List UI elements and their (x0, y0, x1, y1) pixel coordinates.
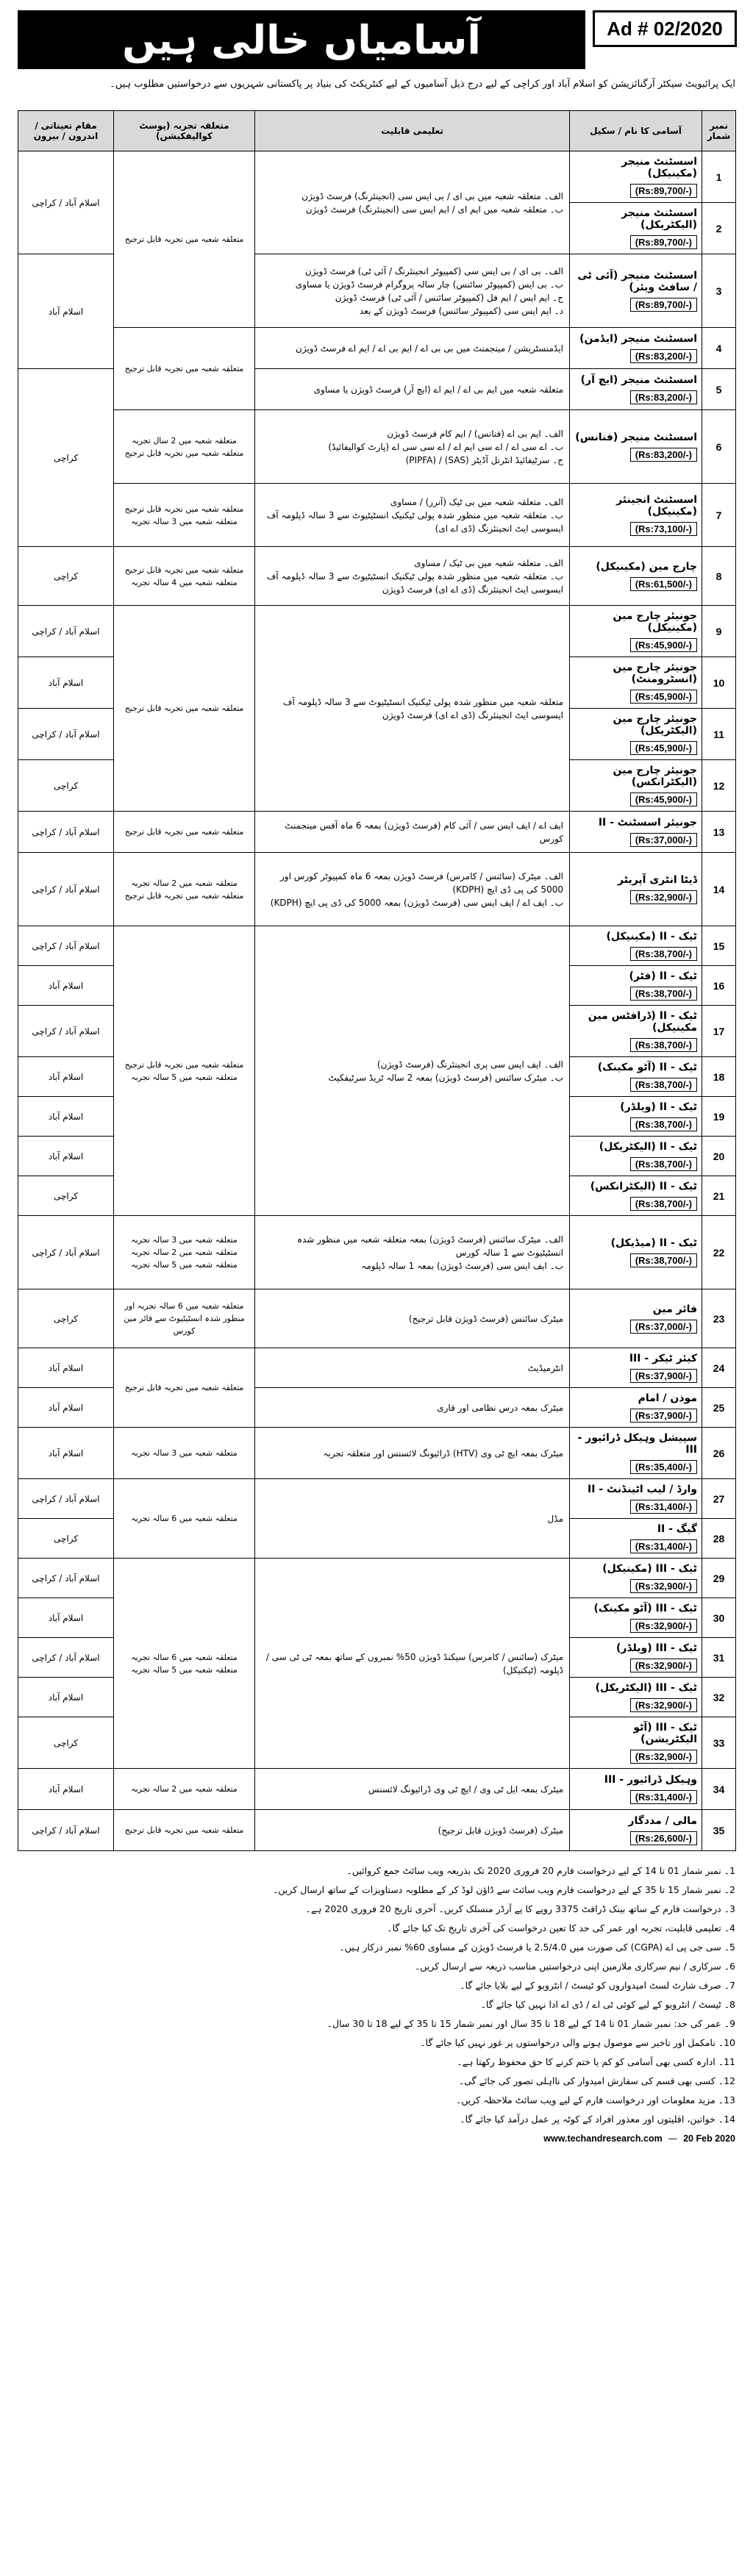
post-name: فائر مین (652, 1303, 697, 1315)
post-name: ٹیک - III (مکینیکل) (602, 1563, 697, 1575)
location-cell: اسلام آباد / کراچی (18, 853, 114, 926)
row-number: 30 (702, 1598, 736, 1638)
experience-cell: متعلقہ شعبہ میں 3 سالہ تجربہ متعلقہ شعبہ میں 2 سالہ تجربہ متعلقہ شعبہ میں 5 سالہ تجربہ (114, 1216, 255, 1289)
row-number: 14 (702, 853, 736, 926)
location-cell: اسلام آباد / کراچی (18, 606, 114, 657)
pay-scale: (Rs:35,400/-) (630, 1460, 697, 1474)
pay-scale: (Rs:32,900/-) (630, 890, 697, 904)
pay-scale: (Rs:83,200/-) (630, 448, 697, 462)
footer-notes (18, 1861, 735, 2148)
post-cell (570, 1137, 702, 1176)
row-number: 33 (702, 1717, 736, 1769)
table-row (18, 328, 736, 369)
post-name: ڈیٹا انٹری آپریٹر (618, 874, 697, 886)
location-cell: اسلام آباد (18, 657, 114, 709)
table-row (18, 484, 736, 547)
table-row (18, 410, 736, 484)
post-cell (570, 1678, 702, 1717)
qualification-cell: میٹرک بمعہ ایچ ٹی وی (HTV) ڈرائیونگ لائسنس اور متعلقہ تجربہ (255, 1428, 570, 1479)
table-row (18, 1810, 736, 1851)
location-cell: اسلام آباد (18, 1137, 114, 1176)
row-number: 9 (702, 606, 736, 657)
qualification-cell: متعلقہ شعبہ میں منظور شدہ پولی ٹیکنیک انسٹیٹیوٹ سے 3 سالہ ڈپلومہ آف ایسوسی ایٹ انجینئرنگ (ڈی اے ای) فرسٹ ڈویژن (255, 606, 570, 812)
pay-scale: (Rs:37,900/-) (630, 1369, 697, 1383)
qualification-cell: انٹرمیڈیٹ (255, 1348, 570, 1388)
table-row (18, 812, 736, 853)
table-row (18, 606, 736, 657)
pay-scale: (Rs:45,900/-) (630, 741, 697, 755)
table-row (18, 151, 736, 203)
table-row (18, 547, 736, 606)
post-cell (570, 1057, 702, 1097)
pay-scale: (Rs:38,700/-) (630, 1197, 697, 1211)
row-number: 12 (702, 760, 736, 812)
pay-scale: (Rs:32,900/-) (630, 1619, 697, 1633)
location-cell: کراچی (18, 1717, 114, 1769)
post-cell (570, 812, 702, 853)
post-cell (570, 1428, 702, 1479)
qualification-cell: ایڈمنسٹریشن / مینجمنٹ میں بی بی اے / ایم بی اے / ایم اے فرسٹ ڈویژن (255, 328, 570, 369)
post-name: سپیشل وہیکل ڈرائیور - III (577, 1432, 697, 1456)
row-number: 19 (702, 1097, 736, 1137)
pay-scale: (Rs:45,900/-) (630, 690, 697, 704)
post-cell (570, 606, 702, 657)
row-number: 2 (702, 203, 736, 254)
row-number: 10 (702, 657, 736, 709)
qualification-cell: مڈل (255, 1479, 570, 1559)
row-number: 29 (702, 1559, 736, 1598)
location-cell: اسلام آباد / کراچی (18, 1559, 114, 1598)
qualification-cell: الف۔ بی ای / بی ایس سی (کمپیوٹر انجینئرنگ / آئی ٹی) فرسٹ ڈویژن ب۔ بی ایس (کمپیوٹر سائنس) چار سالہ پروگرام فرسٹ ڈویژن یا مساوی ج۔ ایم ایس / ایم فل (کمپیوٹر سائنس / آئی ٹی) فرسٹ ڈویژن د۔ ایم ایس سی (کمپیوٹر سائنس) فرسٹ ڈویژن کے بعد (255, 254, 570, 328)
experience-cell: متعلقہ شعبہ میں تجربہ قابل ترجیح (114, 1810, 255, 1851)
row-number: 11 (702, 709, 736, 760)
row-number: 35 (702, 1810, 736, 1851)
post-cell (570, 760, 702, 812)
post-name: مالی / مددگار (628, 1815, 697, 1827)
pay-scale: (Rs:31,400/-) (630, 1500, 697, 1514)
qualification-cell: میٹرک (سائنس / کامرس) سیکنڈ ڈویژن 50% نمبروں کے ساتھ بمعہ ٹی ٹی سی / ڈپلومہ (ٹیکنیکل) (255, 1559, 570, 1769)
post-cell (570, 484, 702, 547)
post-cell (570, 1519, 702, 1559)
post-name: اسسٹنٹ منیجر (ایڈمن) (579, 333, 697, 345)
last-date: 20 Feb 2020 (683, 2133, 735, 2144)
pay-scale: (Rs:38,700/-) (630, 1157, 697, 1171)
experience-cell: متعلقہ شعبہ میں تجربہ قابل ترجیح (114, 606, 255, 812)
location-cell: اسلام آباد (18, 1598, 114, 1638)
pay-scale: (Rs:38,700/-) (630, 947, 697, 961)
location-cell: اسلام آباد (18, 1678, 114, 1717)
row-number: 6 (702, 410, 736, 484)
qualification-cell: میٹرک بمعہ ایل ٹی وی / ایچ ٹی وی ڈرائیونگ لائسنس (255, 1769, 570, 1810)
experience-cell: متعلقہ شعبہ میں تجربہ قابل ترجیح (114, 812, 255, 853)
experience-cell: متعلقہ شعبہ میں تجربہ قابل ترجیح متعلقہ شعبہ میں 3 سالہ تجربہ (114, 484, 255, 547)
post-cell (570, 1479, 702, 1519)
row-number: 23 (702, 1289, 736, 1348)
table-row (18, 1559, 736, 1598)
experience-cell: متعلقہ شعبہ میں 3 سالہ تجربہ (114, 1428, 255, 1479)
intro-text: ایک پرائیویٹ سیکٹر آرگنائزیشن کو اسلام آباد اور کراچی کے لیے درج ذیل آسامیوں کے لیے کنٹریکٹ کی بنیاد پر پاکستانی شہریوں سے درخواستیں مطلوب ہیں۔ (110, 79, 735, 90)
table-row (18, 1428, 736, 1479)
pay-scale: (Rs:45,900/-) (630, 793, 697, 806)
footer-note: 3۔ درخواست فارم کے ساتھ بینک ڈرافٹ 3375 روپے کا پے آرڈر منسلک کریں۔ آخری تاریخ 20 فروری 2020 ہے۔ (305, 1903, 735, 1914)
location-cell: اسلام آباد (18, 1057, 114, 1097)
post-name: اسسٹنٹ منیجر (ایچ آر) (580, 374, 697, 386)
post-name: موذن / امام (638, 1392, 697, 1404)
pay-scale: (Rs:26,600/-) (630, 1831, 697, 1845)
post-cell (570, 1638, 702, 1678)
table-row (18, 853, 736, 926)
qualification-cell: الف۔ میٹرک سائنس (فرسٹ ڈویژن) بمعہ متعلقہ شعبہ میں منظور شدہ انسٹیٹیوٹ سے 1 سالہ کورس ب۔ ایف ایس سی (فرسٹ ڈویژن) بمعہ 1 سالہ ڈپلومہ (255, 1216, 570, 1289)
post-name: اسسٹنٹ انجینئر (مکینیکل) (616, 494, 697, 518)
post-name: ٹیک - III (ویلڈر) (615, 1642, 697, 1654)
post-cell (570, 709, 702, 760)
pay-scale: (Rs:89,700/-) (630, 235, 697, 249)
footer-note: 7۔ صرف شارٹ لسٹ امیدواروں کو ٹیسٹ / انٹرویو کے لیے بلایا جائے گا۔ (460, 1980, 735, 1991)
col-header-experience: متعلقہ تجربہ (پوسٹ کوالیفکیشن) (114, 111, 255, 151)
row-number: 34 (702, 1769, 736, 1810)
col-header-post: آسامی کا نام / سکیل (570, 111, 702, 151)
row-number: 17 (702, 1006, 736, 1057)
post-name: اسسٹنٹ منیجر (مکینیکل) (621, 156, 697, 179)
experience-cell: متعلقہ شعبہ میں تجربہ قابل ترجیح متعلقہ شعبہ میں 4 سالہ تجربہ (114, 547, 255, 606)
table-header-row (18, 111, 736, 151)
vacancy-table (18, 110, 736, 1851)
experience-cell: متعلقہ شعبہ میں تجربہ قابل ترجیح (114, 151, 255, 328)
qualification-cell: میٹرک بمعہ درس نظامی اور قاری (255, 1388, 570, 1428)
post-cell (570, 1559, 702, 1598)
qualification-cell: متعلقہ شعبہ میں ایم بی اے / ایم اے (ایچ آر) فرسٹ ڈویژن یا مساوی (255, 369, 570, 410)
table-row (18, 1348, 736, 1388)
pay-scale: (Rs:37,000/-) (630, 833, 697, 847)
page-title: آسامیاں خالی ہیں (18, 10, 585, 69)
location-cell: اسلام آباد (18, 1388, 114, 1428)
row-number: 3 (702, 254, 736, 328)
pay-scale: (Rs:38,700/-) (630, 1117, 697, 1131)
post-cell (570, 926, 702, 966)
footer-note: 2۔ نمبر شمار 15 تا 35 کے لیے درخواست فارم ویب سائٹ سے ڈاؤن لوڈ کر کے مطلوبہ دستاویزات کے ساتھ ارسال کریں۔ (273, 1884, 735, 1895)
location-cell: کراچی (18, 369, 114, 547)
post-cell (570, 1388, 702, 1428)
post-name: اسسٹنٹ منیجر (آئی ٹی / سافٹ ویئر) (577, 270, 697, 293)
table-row (18, 1479, 736, 1519)
location-cell: اسلام آباد (18, 966, 114, 1006)
location-cell: اسلام آباد (18, 1428, 114, 1479)
ad-number: Ad # 02/2020 (593, 10, 737, 47)
post-cell (570, 203, 702, 254)
table-row (18, 1216, 736, 1289)
post-name: ٹیک - II (میڈیکل) (610, 1237, 697, 1249)
pay-scale: (Rs:38,700/-) (630, 987, 697, 1001)
row-number: 18 (702, 1057, 736, 1097)
row-number: 7 (702, 484, 736, 547)
post-name: اسسٹنٹ منیجر (فنانس) (575, 432, 697, 443)
location-cell: اسلام آباد (18, 1348, 114, 1388)
post-name: ٹیک - III (آٹو الیکٹریشن) (633, 1722, 697, 1745)
row-number: 24 (702, 1348, 736, 1388)
post-cell (570, 369, 702, 410)
post-name: ٹیک - II (الیکٹریکل) (599, 1141, 697, 1153)
pay-scale: (Rs:38,700/-) (630, 1078, 697, 1092)
footer-links: www.techandresearch.com — 20 Feb 2020 (543, 2133, 735, 2144)
post-name: گیگ - II (657, 1523, 697, 1535)
post-cell (570, 1598, 702, 1638)
location-cell: اسلام آباد (18, 1769, 114, 1810)
advertisement-page (9, 6, 744, 2564)
experience-cell: متعلقہ شعبہ میں 2 سال تجربہ متعلقہ شعبہ میں تجربہ قابل ترجیح (114, 410, 255, 484)
qualification-cell: الف۔ ایم بی اے (فنانس) / ایم کام فرسٹ ڈویژن ب۔ اے سی اے / اے سی ایم اے / اے سی سی اے (پارٹ کوالیفائیڈ) ج۔ سرٹیفائیڈ انٹرنل آڈیٹر (SAS) / (PIPFA) (255, 410, 570, 484)
location-cell: کراچی (18, 1176, 114, 1216)
experience-cell: متعلقہ شعبہ میں 6 سالہ تجربہ (114, 1479, 255, 1559)
post-cell (570, 547, 702, 606)
footer-note: 12۔ کسی بھی قسم کی سفارش امیدوار کی نااہلی تصور کی جائے گی۔ (458, 2075, 735, 2086)
post-cell (570, 1810, 702, 1851)
post-name: جونیئر چارج مین (الیکٹرانکس) (613, 765, 697, 788)
table-row (18, 926, 736, 966)
post-cell (570, 254, 702, 328)
footer-note: 4۔ تعلیمی قابلیت، تجربہ اور عمر کی حد کا تعین درخواست کی آخری تاریخ تک کیا جائے گا۔ (387, 1922, 735, 1933)
location-cell: کراچی (18, 1519, 114, 1559)
row-number: 20 (702, 1137, 736, 1176)
website-link[interactable]: www.techandresearch.com (543, 2133, 663, 2144)
post-name: جونیئر چارج مین (الیکٹریکل) (613, 713, 697, 737)
experience-cell: متعلقہ شعبہ میں 2 سالہ تجربہ (114, 1769, 255, 1810)
post-name: ٹیک - III (آٹو مکینک) (593, 1603, 697, 1614)
footer-note: 8۔ ٹیسٹ / انٹرویو کے لیے کوئی ٹی اے / ڈی اے ادا نہیں کیا جائے گا۔ (480, 1999, 735, 2010)
post-name: ٹیک - II (فٹر) (629, 970, 697, 982)
row-number: 8 (702, 547, 736, 606)
post-cell (570, 966, 702, 1006)
post-cell (570, 1348, 702, 1388)
experience-cell: متعلقہ شعبہ میں تجربہ قابل ترجیح متعلقہ شعبہ میں 5 سالہ تجربہ (114, 926, 255, 1216)
pay-scale: (Rs:32,900/-) (630, 1579, 697, 1593)
experience-cell: متعلقہ شعبہ میں 6 سالہ تجربہ اور منظور شدہ انسٹیٹیوٹ سے فائر مین کورس (114, 1289, 255, 1348)
pay-scale: (Rs:73,100/-) (630, 522, 697, 536)
ad-header (9, 6, 744, 71)
location-cell: اسلام آباد / کراچی (18, 926, 114, 966)
post-cell (570, 853, 702, 926)
post-name: وارڈ / لیب اٹینڈنٹ - II (588, 1484, 697, 1495)
experience-cell: متعلقہ شعبہ میں 2 سالہ تجربہ متعلقہ شعبہ میں تجربہ قابل ترجیح (114, 853, 255, 926)
pay-scale: (Rs:31,400/-) (630, 1539, 697, 1553)
experience-cell: متعلقہ شعبہ میں تجربہ قابل ترجیح (114, 328, 255, 410)
post-name: جونیئر چارج مین (مکینیکل) (613, 610, 697, 634)
pay-scale: (Rs:89,700/-) (630, 184, 697, 198)
row-number: 25 (702, 1388, 736, 1428)
pay-scale: (Rs:83,200/-) (630, 349, 697, 363)
row-number: 15 (702, 926, 736, 966)
pay-scale: (Rs:89,700/-) (630, 298, 697, 312)
qualification-cell: الف۔ میٹرک (سائنس / کامرس) فرسٹ ڈویژن بمعہ 6 ماہ کمپیوٹر کورس اور 5000 کی پی ڈی ایچ (KDPH) ب۔ ایف اے / ایف ایس سی (فرسٹ ڈویژن) بمعہ 5000 کی ڈی پی ایچ (KDPH) (255, 853, 570, 926)
row-number: 21 (702, 1176, 736, 1216)
location-cell: اسلام آباد (18, 1097, 114, 1137)
qualification-cell: میٹرک (فرسٹ ڈویژن قابل ترجیح) (255, 1810, 570, 1851)
row-number: 4 (702, 328, 736, 369)
post-cell (570, 1216, 702, 1289)
post-cell (570, 1717, 702, 1769)
location-cell: کراچی (18, 547, 114, 606)
post-cell (570, 410, 702, 484)
pay-scale: (Rs:37,900/-) (630, 1409, 697, 1423)
pay-scale: (Rs:37,000/-) (630, 1320, 697, 1334)
post-name: ٹیک - II (ڈرافٹس مین مکینیکل) (588, 1010, 697, 1034)
row-number: 13 (702, 812, 736, 853)
row-number: 26 (702, 1428, 736, 1479)
row-number: 1 (702, 151, 736, 203)
experience-cell: متعلقہ شعبہ میں 6 سالہ تجربہ متعلقہ شعبہ میں 5 سالہ تجربہ (114, 1559, 255, 1769)
pay-scale: (Rs:45,900/-) (630, 638, 697, 652)
row-number: 31 (702, 1638, 736, 1678)
col-header-no: نمبر شمار (702, 111, 736, 151)
post-name: اسسٹنٹ منیجر (الیکٹریکل) (621, 207, 697, 231)
experience-cell: متعلقہ شعبہ میں تجربہ قابل ترجیح (114, 1348, 255, 1428)
pay-scale: (Rs:32,900/-) (630, 1698, 697, 1712)
pay-scale: (Rs:32,900/-) (630, 1750, 697, 1764)
col-header-qualification: تعلیمی قابلیت (255, 111, 570, 151)
table-row (18, 1289, 736, 1348)
pay-scale: (Rs:61,500/-) (630, 577, 697, 591)
table-row (18, 1769, 736, 1810)
post-name: ٹیک - II (مکینیکل) (606, 931, 697, 942)
footer-note: 5۔ سی جی پی اے (CGPA) کی صورت میں 2.5/4.0 یا فرسٹ ڈویژن کے مساوی 60% نمبر درکار ہیں۔ (339, 1942, 735, 1953)
col-header-location: مقام تعیناتی / اندرون / بیرون (18, 111, 114, 151)
post-name: ٹیک - II (الیکٹرانکس) (590, 1181, 697, 1192)
post-name: ٹیک - II (آٹو مکینک) (597, 1062, 697, 1073)
pay-scale: (Rs:38,700/-) (630, 1038, 697, 1052)
location-cell: اسلام آباد / کراچی (18, 1479, 114, 1519)
post-cell (570, 328, 702, 369)
post-cell (570, 1006, 702, 1057)
footer-note: 14۔ خواتین، اقلیتوں اور معذور افراد کے کوٹہ پر عمل درآمد کیا جائے گا۔ (460, 2114, 735, 2125)
location-cell: اسلام آباد / کراچی (18, 1006, 114, 1057)
qualification-cell: الف۔ متعلقہ شعبہ میں بی ٹیک (آنرز) / مساوی ب۔ متعلقہ شعبہ میں منظور شدہ پولی ٹیکنیک انسٹیٹیوٹ سے 3 سالہ ڈپلومہ آف ایسوسی ایٹ انجینئرنگ (ڈی اے ای) (255, 484, 570, 547)
post-cell (570, 657, 702, 709)
footer-note: 11۔ ادارہ کسی بھی آسامی کو کم یا ختم کرنے کا حق محفوظ رکھتا ہے۔ (457, 2056, 735, 2067)
location-cell: اسلام آباد / کراچی (18, 151, 114, 254)
pay-scale: (Rs:31,400/-) (630, 1790, 697, 1804)
row-number: 28 (702, 1519, 736, 1559)
qualification-cell: الف۔ متعلقہ شعبہ میں بی ٹیک / مساوی ب۔ متعلقہ شعبہ میں منظور شدہ پولی ٹیکنیک انسٹیٹیوٹ سے 3 سالہ ڈپلومہ آف ایسوسی ایٹ انجینئرنگ (ڈی اے ای) فرسٹ ڈویژن (255, 547, 570, 606)
pay-scale: (Rs:32,900/-) (630, 1659, 697, 1672)
location-cell: کراچی (18, 1289, 114, 1348)
row-number: 22 (702, 1216, 736, 1289)
footer-note: 10۔ نامکمل اور تاخیر سے موصول ہونے والی درخواستوں پر غور نہیں کیا جائے گا۔ (420, 2037, 735, 2048)
footer-note: 1۔ نمبر شمار 01 تا 14 کے لیے درخواست فارم 20 فروری 2020 تک بذریعہ ویب سائٹ جمع کروائیں۔ (346, 1865, 735, 1876)
pay-scale: (Rs:38,700/-) (630, 1253, 697, 1267)
post-cell (570, 1289, 702, 1348)
qualification-cell: میٹرک سائنس (فرسٹ ڈویژن قابل ترجیح) (255, 1289, 570, 1348)
location-cell: کراچی (18, 760, 114, 812)
footer-note: 6۔ سرکاری / نیم سرکاری ملازمین اپنی درخواستیں مناسب ذریعہ سے ارسال کریں۔ (414, 1961, 735, 1972)
post-cell (570, 1176, 702, 1216)
location-cell: اسلام آباد (18, 254, 114, 369)
post-name: جونیئر چارج مین (انسٹرومنٹ) (613, 662, 697, 685)
post-name: کیئر ٹیکر - III (629, 1353, 697, 1364)
row-number: 27 (702, 1479, 736, 1519)
row-number: 5 (702, 369, 736, 410)
location-cell: اسلام آباد / کراچی (18, 1216, 114, 1289)
qualification-cell: الف۔ ایف ایس سی پری انجینئرنگ (فرسٹ ڈویژن) ب۔ میٹرک سائنس (فرسٹ ڈویژن) بمعہ 2 سالہ ٹریڈ سرٹیفکیٹ (255, 926, 570, 1216)
qualification-cell: الف۔ متعلقہ شعبہ میں بی ای / بی ایس سی (انجینئرنگ) فرسٹ ڈویژن ب۔ متعلقہ شعبہ میں ایم ای / ایم ایس سی (انجینئرنگ) فرسٹ ڈویژن (255, 151, 570, 254)
qualification-cell: ایف اے / ایف ایس سی / آئی کام (فرسٹ ڈویژن) بمعہ 6 ماہ آفس مینجمنٹ کورس (255, 812, 570, 853)
footer-note: 9۔ عمر کی حد: نمبر شمار 01 تا 14 کے لیے 18 تا 35 سال اور نمبر شمار 15 تا 35 کے لیے 18 تا 30 سال۔ (326, 2018, 735, 2029)
post-name: وہیکل ڈرائیور - III (604, 1774, 697, 1786)
location-cell: اسلام آباد / کراچی (18, 709, 114, 760)
post-cell (570, 151, 702, 203)
row-number: 32 (702, 1678, 736, 1717)
post-name: چارج مین (مکینیکل) (596, 561, 697, 573)
post-name: جونیئر اسسٹنٹ - II (598, 817, 697, 829)
row-number: 16 (702, 966, 736, 1006)
post-cell (570, 1769, 702, 1810)
post-cell (570, 1097, 702, 1137)
location-cell: اسلام آباد / کراچی (18, 1810, 114, 1851)
location-cell: اسلام آباد / کراچی (18, 812, 114, 853)
pay-scale: (Rs:83,200/-) (630, 390, 697, 404)
post-name: ٹیک - II (ویلڈر) (620, 1101, 697, 1113)
post-name: ٹیک - III (الیکٹریکل) (595, 1682, 697, 1694)
location-cell: اسلام آباد / کراچی (18, 1638, 114, 1678)
footer-note: 13۔ مزید معلومات اور درخواست فارم کے لیے ویب سائٹ ملاحظہ کریں۔ (456, 2094, 735, 2105)
